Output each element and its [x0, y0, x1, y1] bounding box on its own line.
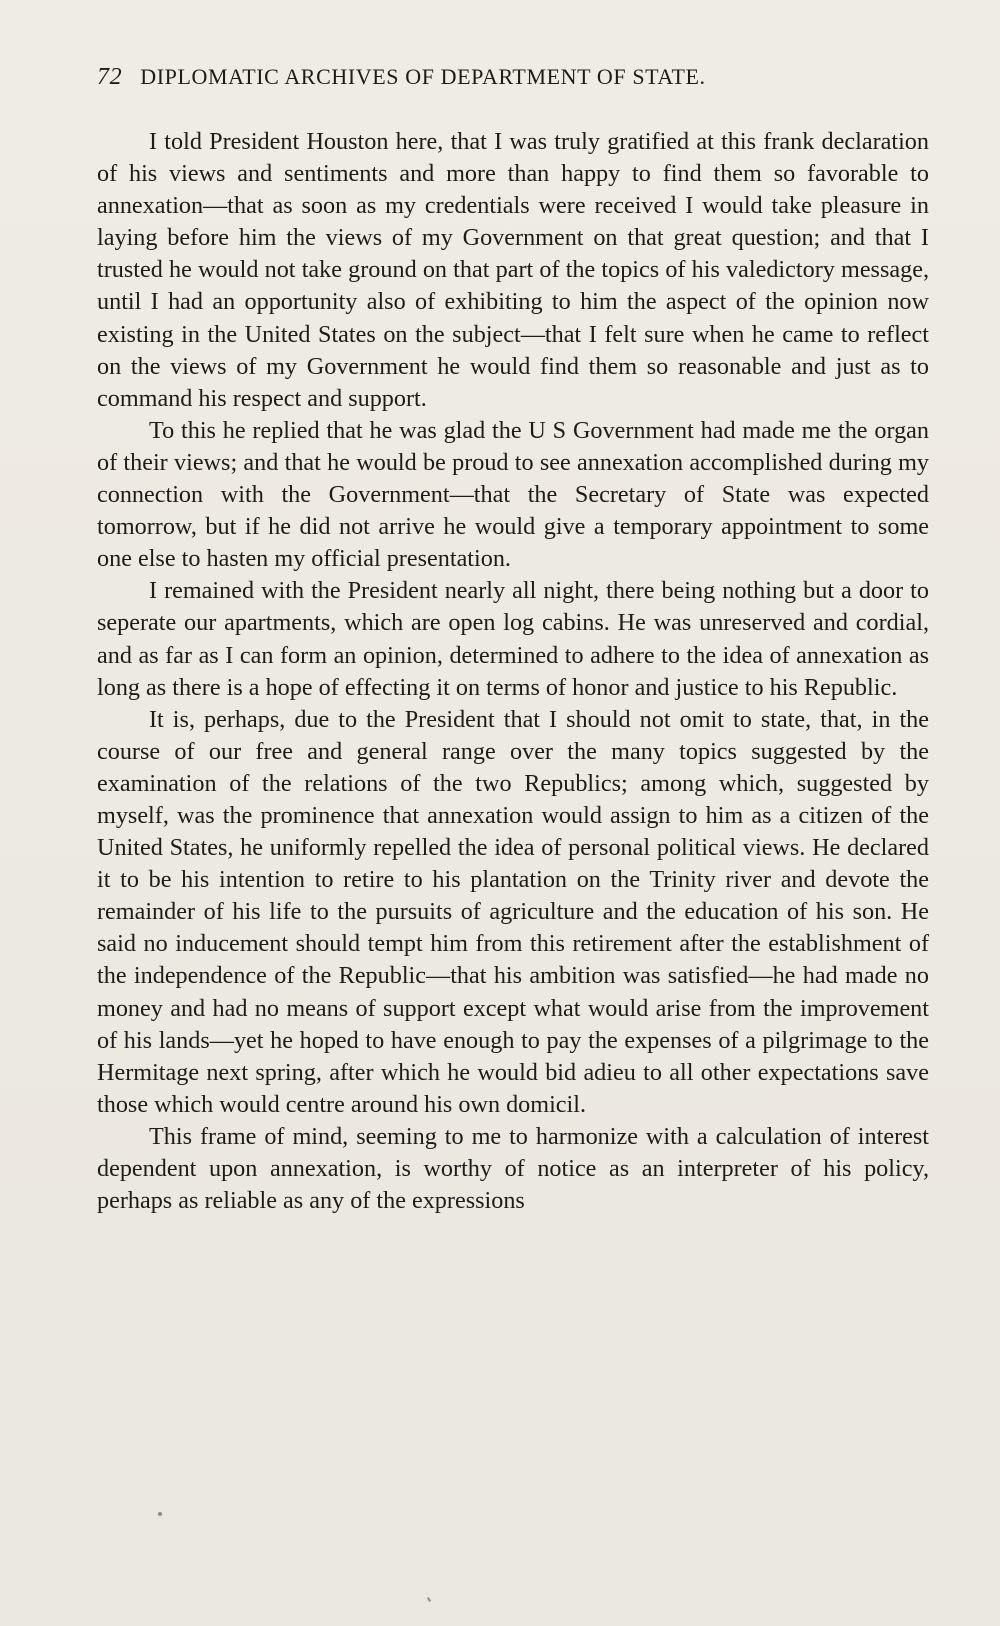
running-header — [97, 64, 927, 96]
paragraph-1: I told President Houston here, that I was truly gratified at this frank declaration of his views and sentiments and more than happy to find them so favorable to annexation—that as soon as my credentials were received I would take pleasure in laying before him the views of my Government on that great question; and that I trusted he would not take ground on that part of the topics of his valedictory message, until I had an opportunity also of exhibiting to him the aspect of the opinion now existing in the United States on the subject—that I felt sure when he came to reflect on the views of my Government he would find them so reasonable and just as to command his respect and support. — [97, 128, 929, 412]
paragraph-5: This frame of mind, seeming to me to harmonize with a calculation of interest dependent upon annexation, is worthy of notice as an interpreter of his policy, perhaps as reliable as any of the expressions — [97, 1122, 929, 1215]
paragraph-2: To this he replied that he was glad the U S Government had made me the organ of their views; and that he would be proud to see annexation accomplished during my connection with the Government—that the Secretary of State was expected tomorrow, but if he did not arrive he would give a temporary appointment to some one else to hasten my official presentation. — [97, 416, 929, 573]
paragraph-4: It is, perhaps, due to the President that I should not omit to state, that, in the course of our free and general range over the many topics suggested by the examination of the relations of the two Republics; among which, suggested by myself, was the prominence that annexation would assign to him as a citizen of the United States, he uniformly repelled the idea of personal political views. He declared it to be his intention to retire to his plantation on the Trinity river and devote the remainder of his life to the pursuits of agriculture and the education of his son. He said no inducement should tempt him from this retirement after the establishment of the independence of the Republic—that his ambition was satisfied—he had made no money and had no means of support except what would arise from the improvement of his lands—yet he hoped to have enough to pay the expenses of a pilgrimage to the Hermitage next spring, after which he would bid adieu to all other expectations save those which would centre around his own domicil. — [97, 705, 929, 1118]
page-number: 72 — [97, 64, 123, 90]
paper-speck — [158, 1512, 162, 1516]
running-title: DIPLOMATIC ARCHIVES OF DEPARTMENT OF STATE. — [140, 64, 706, 89]
paper-speck — [427, 1597, 431, 1602]
body-text — [97, 126, 929, 1217]
paragraph-3: I remained with the President nearly all night, there being nothing but a door to seperate our apartments, which are open log cabins. He was unreserved and cordial, and as far as I can form an opinion, determined to adhere to the idea of annexation as long as there is a hope of effecting it on terms of honor and justice to his Republic. — [97, 577, 929, 701]
